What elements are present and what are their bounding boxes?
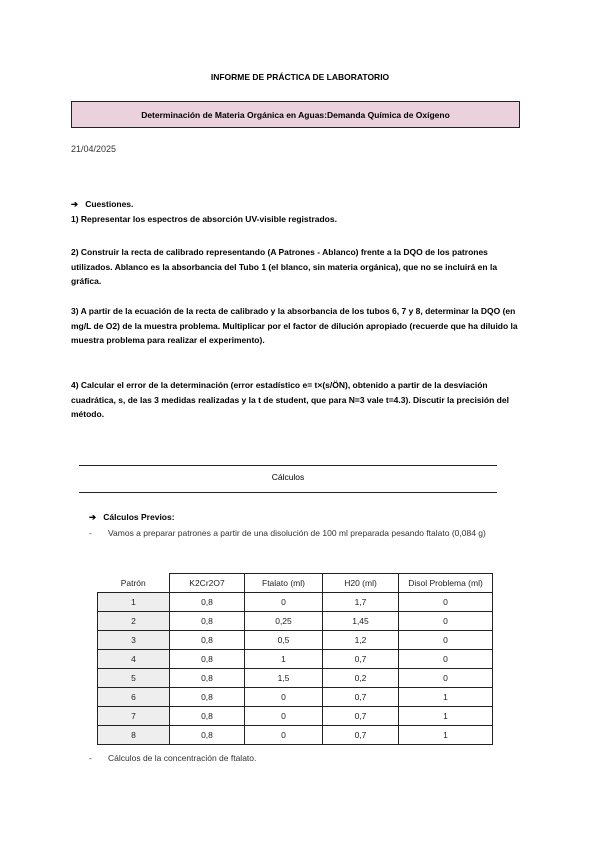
table-row	[98, 612, 493, 631]
note-concentracion	[89, 751, 529, 765]
table-cell: 0	[245, 707, 323, 726]
table-cell: 0	[399, 631, 493, 650]
table-cell: 0	[245, 593, 323, 612]
table-cell: 0,7	[323, 726, 399, 745]
table-row	[98, 631, 493, 650]
col-header-ftalato: Ftalato (ml)	[245, 574, 323, 593]
table-cell: 0,8	[170, 650, 245, 669]
table-cell: 1	[399, 707, 493, 726]
cuestiones-heading-text: Cuestiones.	[85, 199, 134, 209]
table-cell: 0,5	[245, 631, 323, 650]
table-cell: 0,25	[245, 612, 323, 631]
table-cell: 6	[98, 688, 170, 707]
table-cell: 0,8	[170, 669, 245, 688]
table-cell: 1	[98, 593, 170, 612]
col-header-h2o: H20 (ml)	[323, 574, 399, 593]
table-cell: 0,8	[170, 707, 245, 726]
table-cell: 8	[98, 726, 170, 745]
table-row	[98, 669, 493, 688]
calculos-previos-heading	[89, 512, 175, 523]
arrow-right-icon: ➔	[71, 199, 79, 209]
table-row	[98, 688, 493, 707]
note-preparacion	[89, 526, 529, 540]
table-cell: 1	[399, 688, 493, 707]
table-cell: 0,8	[170, 631, 245, 650]
table-row	[98, 650, 493, 669]
table-cell: 1,45	[323, 612, 399, 631]
table-cell: 3	[98, 631, 170, 650]
table-cell: 1	[399, 726, 493, 745]
table-cell: 0,2	[323, 669, 399, 688]
note-concentracion-text: Cálculos de la concentración de ftalato.	[108, 753, 257, 763]
report-date: 21/04/2025	[71, 144, 117, 154]
table-cell: 0,7	[323, 688, 399, 707]
question-1: 1) Representar los espectros de absorción UV-visible registrados.	[71, 214, 337, 224]
table-cell: 1	[245, 650, 323, 669]
table-row	[98, 593, 493, 612]
table-cell: 5	[98, 669, 170, 688]
table-cell: 0	[245, 688, 323, 707]
calculos-previos-text: Cálculos Previos:	[103, 512, 175, 522]
table-cell: 7	[98, 707, 170, 726]
col-header-disol-problema: Disol Problema (ml)	[399, 574, 493, 593]
table-cell: 0,8	[170, 726, 245, 745]
calculos-title: Cálculos	[271, 472, 305, 482]
table-cell: 4	[98, 650, 170, 669]
question-4: 4) Calcular el error de la determinación (error estadístico e= t×(s/ÖN), obtenido a partir de la desviación cuadrática, s, de las 3 medidas realizadas y la t de student, que para N=3 vale t=4.3). Discutir la precisión del método.	[71, 380, 509, 419]
table-cell: 0	[245, 726, 323, 745]
table-cell: 0,8	[170, 612, 245, 631]
question-2: 2) Construir la recta de calibrado representando (A Patrones - Ablanco) frente a la DQO de los patrones utilizados. Ablanco es la absorbancia del Tubo 1 (el blanco, sin materia orgánica), que no se incluirá en la gráfica.	[71, 247, 498, 286]
table-cell: 0,7	[323, 650, 399, 669]
table-row	[98, 707, 493, 726]
section-divider-top	[79, 465, 497, 466]
question-3: 3) A partir de la ecuación de la recta de calibrado y la absorbancia de los tubos 6, 7 y 8, determinar la DQO (en mg/L de O2) de la muestra problema. Multiplicar por el factor de dilución apropiado (recuerde que ha diluido la muestra problema para realizar el experimento).	[71, 306, 518, 345]
subtitle-box	[71, 101, 520, 128]
table-cell: 0,8	[170, 688, 245, 707]
section-divider-bottom	[79, 492, 497, 493]
table-cell: 1,5	[245, 669, 323, 688]
col-header-k2cr2o7: K2Cr2O7	[170, 574, 245, 593]
cuestiones-heading	[71, 197, 526, 212]
table-cell: 2	[98, 612, 170, 631]
bullet-dash: -	[89, 528, 92, 538]
table-row	[98, 726, 493, 745]
table-cell: 0	[399, 593, 493, 612]
table-cell: 0	[399, 650, 493, 669]
bullet-dash: -	[89, 753, 92, 763]
subtitle-text: Determinación de Materia Orgánica en Aguas:Demanda Química de Oxígeno	[141, 109, 450, 120]
table-cell: 1,7	[323, 593, 399, 612]
arrow-right-icon: ➔	[89, 512, 97, 522]
table-cell: 0,8	[170, 593, 245, 612]
report-title: INFORME DE PRÁCTICA DE LABORATORIO	[210, 72, 390, 82]
table-header-row	[98, 574, 493, 593]
table-cell: 0,7	[323, 707, 399, 726]
table-cell: 0	[399, 669, 493, 688]
table-cell: 0	[399, 612, 493, 631]
table-cell: 1,2	[323, 631, 399, 650]
note-preparacion-text: Vamos a preparar patrones a partir de una disolución de 100 ml preparada pesando ftalato (0,084 g)	[108, 528, 486, 538]
patrones-table	[97, 573, 493, 745]
col-header-patron: Patrón	[120, 577, 146, 588]
